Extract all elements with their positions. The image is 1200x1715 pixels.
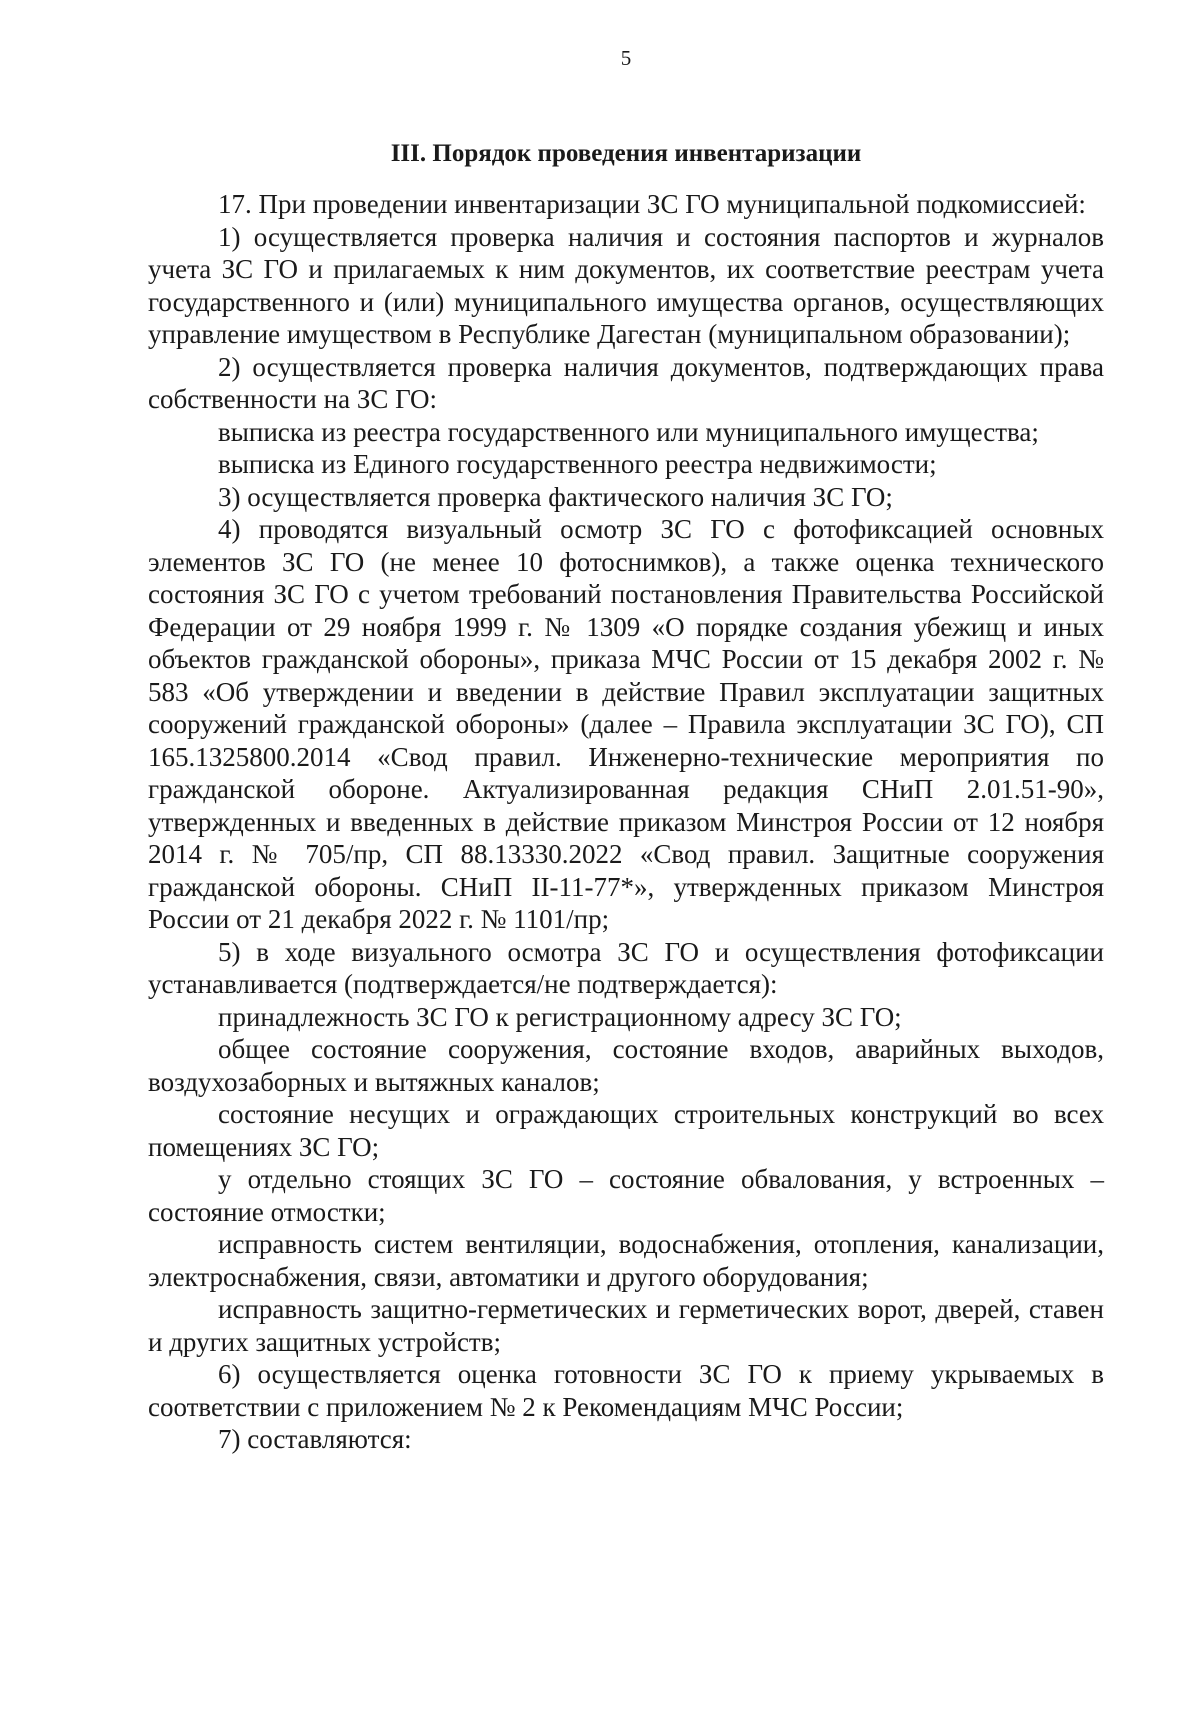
paragraph-item-6: 6) осуществляется оценка готовности ЗС ГО к приему укрываемых в соответствии с приложением № 2 к Рекомендациям МЧС России; [148, 1359, 1104, 1422]
paragraph-ownership-address: принадлежность ЗС ГО к регистрационному адресу ЗС ГО; [218, 1001, 902, 1032]
paragraph-item-7: 7) составляются: [218, 1424, 412, 1454]
section-heading: III. Порядок проведения инвентаризации [390, 140, 862, 167]
paragraph-structures-condition: состояние несущих и ограждающих строительных конструкций во всех помещениях ЗС ГО; [148, 1099, 1104, 1162]
paragraph-extract-real-estate-register: выписка из Единого государственного реестра недвижимости; [218, 449, 937, 479]
paragraph-item-3: 3) осуществляется проверка фактического наличия ЗС ГО; [218, 481, 893, 512]
paragraph-item-4: 4) проводятся визуальный осмотр ЗС ГО с фотофиксацией основных элементов ЗС ГО (не менее 10 фотоснимков), а также оценка технического состояния ЗС ГО с учетом требований постановления Правительства Российской Федерации от 29 ноября 1999 г. № 1309 «О порядке создания убежищ и иных объектов гражданской обороны», приказа МЧС России от 15 декабря 2002 г. № 583 «Об утверждении и введении в действие Правил эксплуатации защитных сооружений гражданской обороны» (далее – Правила эксплуатации ЗС ГО), СП 165.1325800.2014 «Свод правил. Инженерно-технические мероприятия по гражданской обороне. Актуализированная редакция СНиП 2.01.51-90», утвержденных и введенных в действие приказом Минстроя России от 12 ноября 2014 г. № 705/пр, СП 88.13330.2022 «Свод правил. Защитные сооружения гражданской обороны. СНиП II-11-77*», утвержденных приказом Минстроя России от 21 декабря 2022 г. № 1101/пр; [148, 514, 1104, 934]
paragraph-item-1: 1) осуществляется проверка наличия и состояния паспортов и журналов учета ЗС ГО и прилагаемых к ним документов, их соответствие реестрам учета государственного и (или) муниципального имущества органов, осуществляющих управление имуществом в Республике Дагестан (муниципальном образовании); [148, 221, 1104, 349]
paragraph-17: 17. При проведении инвентаризации ЗС ГО муниципальной подкомиссией: [218, 189, 1086, 219]
paragraph-extract-state-register: выписка из реестра государственного или муниципального имущества; [218, 416, 1039, 447]
paragraph-systems-serviceability: исправность систем вентиляции, водоснабжения, отопления, канализации, электроснабжения, связи, автоматики и другого оборудования; [148, 1229, 1104, 1292]
paragraph-general-condition: общее состояние сооружения, состояние входов, аварийных выходов, воздухозаборных и вытяжных каналов; [148, 1034, 1104, 1097]
paragraph-protective-devices: исправность защитно-герметических и герметических ворот, дверей, ставен и других защитных устройств; [148, 1294, 1104, 1357]
paragraph-item-2: 2) осуществляется проверка наличия документов, подтверждающих права собственности на ЗС ГО: [148, 351, 1104, 414]
page-number: 5 [620, 46, 632, 70]
paragraph-item-5: 5) в ходе визуального осмотра ЗС ГО и осуществления фотофиксации устанавливается (подтверждается/не подтверждается): [148, 936, 1104, 999]
paragraph-embankment: у отдельно стоящих ЗС ГО – состояние обвалования, у встроенных – состояние отмостки; [148, 1164, 1104, 1227]
